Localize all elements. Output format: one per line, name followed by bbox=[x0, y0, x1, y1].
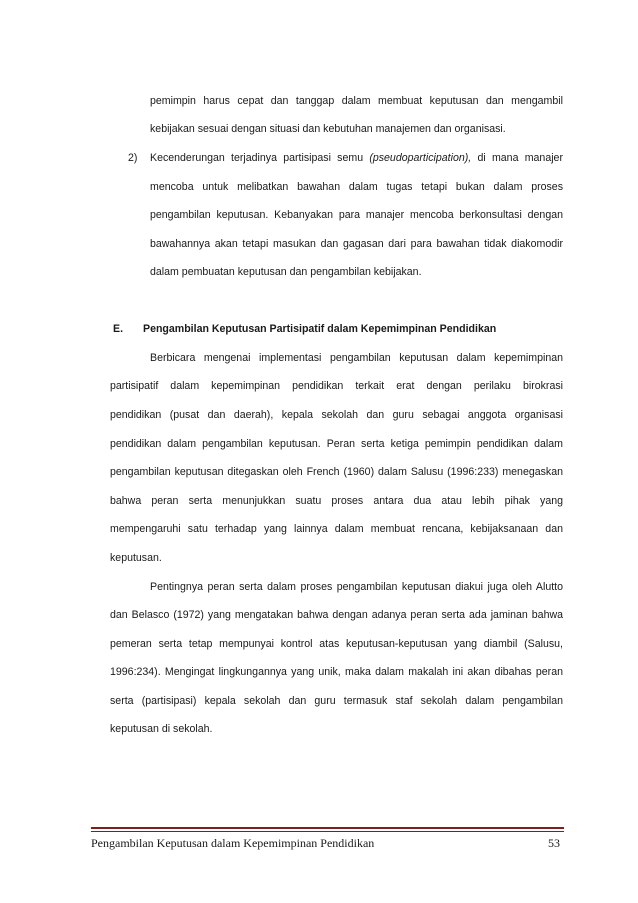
intro-line: pemimpin harus cepat dan tanggap dalam membuat keputusan dan mengambil bbox=[150, 95, 563, 107]
paragraph-line: pengambilan keputusan ditegaskan oleh French (1960) dalam Salusu (1996:233) menegaskan bbox=[110, 466, 563, 478]
paragraph-line: pendidikan dalam pengambilan keputusan. Peran serta ketiga pemimpin pendidikan dalam bbox=[110, 438, 563, 450]
paragraph-line: pendidikan (pusat dan daerah), kepala sekolah dan guru sebagai anggota organisasi bbox=[110, 409, 563, 421]
list-item-line: pengambilan keputusan. Kebanyakan para manajer mencoba berkonsultasi dengan bbox=[150, 209, 563, 221]
footer-rule bbox=[91, 831, 564, 832]
paragraph-line: 1996:234). Mengingat lingkungannya yang unik, maka dalam makalah ini akan dibahas peran bbox=[110, 666, 563, 678]
paragraph-line: partisipatif dalam kepemimpinan pendidikan terkait erat dengan perilaku birokrasi bbox=[110, 380, 563, 392]
page-number: 53 bbox=[548, 836, 560, 850]
list-item-text: di mana manajer bbox=[471, 152, 563, 164]
paragraph-line: keputusan. bbox=[110, 552, 162, 564]
paragraph-line: serta (partisipasi) kepala sekolah dan guru termasuk staf sekolah dalam pengambilan bbox=[110, 695, 563, 707]
footer-rule bbox=[91, 827, 564, 829]
intro-line: kebijakan sesuai dengan situasi dan kebutuhan manajemen dan organisasi. bbox=[150, 123, 506, 135]
paragraph-line: dan Belasco (1972) yang mengatakan bahwa dengan adanya peran serta ada jaminan bahwa bbox=[110, 609, 563, 621]
list-item-line: bawahannya akan tetapi masukan dan gagasan dari para bawahan tidak diakomodir bbox=[150, 238, 563, 250]
list-item-text: Kecenderungan terjadinya partisipasi semu bbox=[150, 152, 370, 164]
list-item-italic-term: (pseudoparticipation), bbox=[369, 152, 472, 164]
paragraph-line: pemeran serta tetap mempunyai kontrol atas keputusan-keputusan yang diambil (Salusu, bbox=[110, 638, 563, 650]
section-heading bbox=[113, 322, 496, 336]
paragraph-line: bahwa peran serta menunjukkan suatu proses antara dua atau lebih pihak yang bbox=[110, 495, 563, 507]
list-item-line: dalam pembuatan keputusan dan pengambilan kebijakan. bbox=[150, 266, 422, 278]
paragraph-line: Pentingnya peran serta dalam proses pengambilan keputusan diakui juga oleh Alutto bbox=[150, 581, 563, 593]
paragraph-line: Berbicara mengenai implementasi pengambilan keputusan dalam kepemimpinan bbox=[150, 352, 563, 364]
section-title: Pengambilan Keputusan Partisipatif dalam Kepemimpinan Pendidikan bbox=[143, 323, 497, 335]
section-number: E. bbox=[113, 323, 124, 335]
paragraph-line: mempengaruhi satu terhadap yang lainnya dalam membuat rencana, kebijaksanaan dan bbox=[110, 523, 563, 535]
list-item-line: mencoba untuk melibatkan bawahan dalam tugas tetapi bukan dalam proses bbox=[150, 181, 563, 193]
footer-title: Pengambilan Keputusan dalam Kepemimpinan Pendidikan bbox=[91, 836, 375, 850]
list-item-number: 2) bbox=[128, 152, 138, 164]
paragraph-line: keputusan di sekolah. bbox=[110, 723, 213, 735]
list-item-first-line bbox=[150, 151, 563, 165]
